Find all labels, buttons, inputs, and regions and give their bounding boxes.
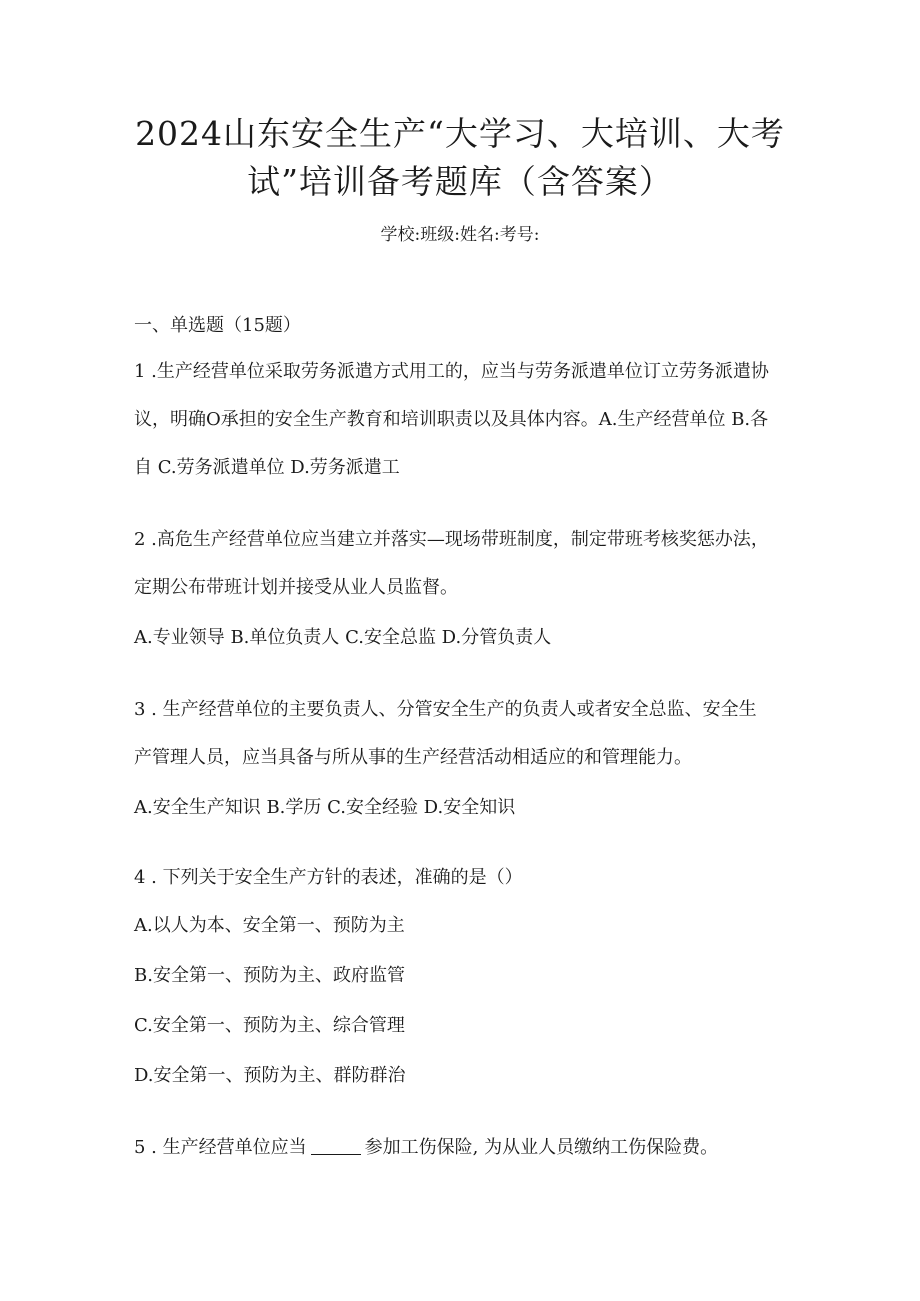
question-1-line-1: 1 .生产经营单位采取劳务派遣方式用工的，应当与劳务派遣单位订立劳务派遣协 — [134, 361, 769, 382]
question-3-line-2: 产管理人员，应当具备与所从事的生产经营活动相适应的和管理能力。 — [134, 747, 692, 768]
document-title-line-1: 2024山东安全生产“大学习、大培训、大考 — [135, 114, 785, 153]
answer-blank — [311, 1136, 361, 1155]
question-4-stem: 4 . 下列关于安全生产方针的表述，准确的是（） — [134, 867, 523, 888]
question-1-line-3: 自 C.劳务派遣单位 D.劳务派遣工 — [134, 457, 400, 478]
question-1-line-2: 议，明确O承担的安全生产教育和培训职责以及具体内容。A.生产经营单位 B.各 — [134, 409, 769, 430]
question-2-line-2: 定期公布带班计划并接受从业人员监督。 — [134, 577, 458, 598]
document-title-line-2: 试”培训备考题库（含答案） — [247, 162, 673, 201]
question-3-line-1: 3 . 生产经营单位的主要负责人、分管安全生产的负责人或者安全总监、安全生 — [134, 699, 757, 720]
question-4-option-c: C.安全第一、预防为主、综合管理 — [134, 1015, 405, 1036]
question-2-line-1: 2 .高危生产经营单位应当建立并落实—现场带班制度，制定带班考核奖惩办法， — [134, 529, 769, 550]
question-4-option-d: D.安全第一、预防为主、群防群治 — [134, 1065, 406, 1086]
section-heading: 一、单选题（15题） — [134, 315, 301, 336]
question-5-line — [134, 1134, 814, 1162]
question-3-options: A.安全生产知识 B.学历 C.安全经验 D.安全知识 — [134, 797, 516, 818]
question-4-option-b: B.安全第一、预防为主、政府监管 — [134, 965, 405, 986]
question-4-option-a: A.以人为本、安全第一、预防为主 — [134, 915, 405, 936]
question-2-options: A.专业领导 B.单位负责人 C.安全总监 D.分管负责人 — [134, 627, 552, 648]
question-5-suffix: 参加工伤保险, 为从业人员缴纳工伤保险费。 — [364, 1137, 719, 1158]
student-info-line: 学校:班级:姓名:考号: — [380, 225, 540, 245]
question-5-prefix: 5 . 生产经营单位应当 — [134, 1137, 307, 1158]
